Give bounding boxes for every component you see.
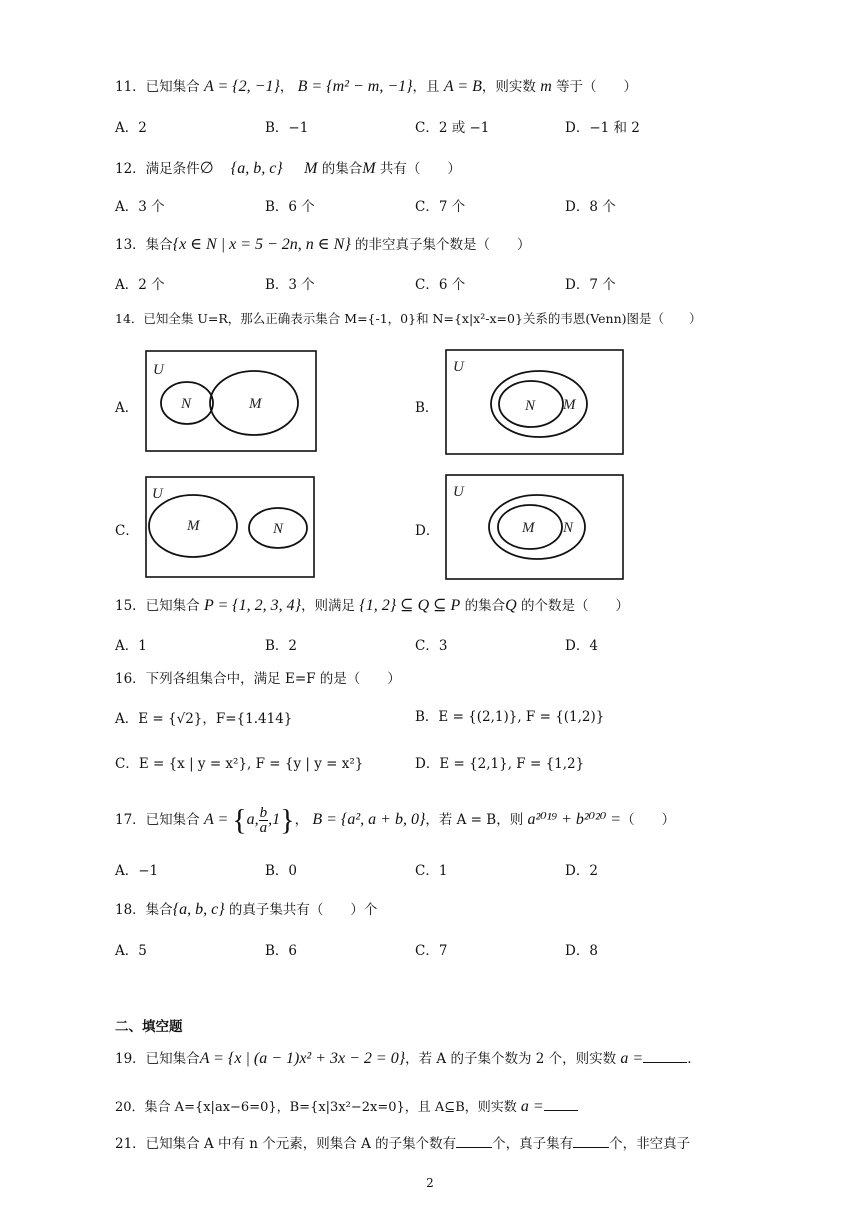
q11-option-a: A．2: [115, 120, 147, 136]
set-b-expr: B = {m² − m, −1}: [297, 78, 413, 95]
q17-option-d: D．2: [565, 863, 598, 879]
q14-option-d-label: D．: [415, 523, 440, 539]
venn-a-u-label: U: [153, 362, 164, 378]
q15-option-c: C．3: [415, 638, 448, 654]
q11-option-b: B．−1: [265, 120, 309, 136]
q15-option-a: A．1: [115, 638, 147, 654]
venn-diagram-b: [445, 349, 624, 455]
q17-option-c: C．1: [415, 863, 448, 879]
venn-b-u-label: U: [453, 359, 464, 375]
page-number: 2: [426, 1176, 434, 1190]
q12-option-a: A．3 个: [115, 199, 165, 215]
answer-blank[interactable]: [573, 1133, 609, 1148]
venn-c-n-label: N: [273, 521, 284, 537]
venn-d-n-label: N: [563, 520, 574, 536]
q18-option-d: D．8: [565, 943, 598, 959]
answer-blank[interactable]: [643, 1048, 687, 1063]
q16-option-d: D．E = {2,1}, F = {1,2}: [415, 756, 585, 772]
q14-option-b-label: B．: [415, 400, 439, 416]
q14-option-a-label: A．: [115, 400, 139, 416]
venn-b-m-label: M: [563, 397, 576, 413]
q12-option-d: D．8 个: [565, 199, 616, 215]
venn-d-u-label: U: [453, 484, 464, 500]
venn-diagram-c: [145, 476, 315, 578]
q11-option-d: D．−1 和 2: [565, 120, 640, 136]
venn-a-n-label: N: [181, 396, 192, 412]
venn-c-m-label: M: [187, 518, 200, 534]
venn-c-u-label: U: [152, 486, 163, 502]
question-16: 16．下列各组集合中，满足 E=F 的是（ ）: [115, 671, 401, 687]
q12-option-b: B．6 个: [265, 199, 315, 215]
question-21: 21．已知集合 A 中有 n 个元素，则集合 A 的子集个数有 个，真子集有 个，非空真子: [115, 1133, 690, 1153]
answer-blank[interactable]: [544, 1096, 578, 1111]
q18-option-c: C．7: [415, 943, 448, 959]
section-title: 二、填空题: [115, 1019, 183, 1035]
q13-option-c: C．6 个: [415, 277, 466, 293]
venn-d-m-label: M: [522, 520, 535, 536]
q18-option-a: A．5: [115, 943, 147, 959]
venn-a-m-label: M: [249, 396, 262, 412]
venn-b-n-label: N: [525, 398, 536, 414]
q11-option-c: C．2 或 −1: [415, 120, 490, 136]
q17-option-a: A．−1: [115, 863, 159, 879]
q18-option-b: B．6: [265, 943, 298, 959]
question-19: 19．已知集合A = {x | (a − 1)x² + 3x − 2 = 0}，若 A 的子集个数为 2 个，则实数 a = .: [115, 1050, 692, 1067]
q16-option-a: A．E = {√2}，F={1.414}: [115, 711, 293, 727]
set-a-expr: A = {2, −1}: [203, 78, 280, 95]
q17-option-b: B．0: [265, 863, 298, 879]
q16-option-b: B．E = {(2,1)}, F = {(1,2)}: [415, 709, 605, 725]
question-11: 11．已知集合 A = {2, −1}， B = {m² − m, −1}，且 A = B，则实数 m 等于（ ）: [115, 78, 638, 95]
fraction-b-over-a: $\frac{b}{a}$: [259, 805, 268, 836]
venn-diagram-d: [445, 474, 624, 580]
q16-option-c: C．E = {x | y = x²}, F = {y | y = x²}: [115, 756, 364, 772]
question-17: 17．已知集合 A = {a, $\frac{b}{a}$ ,1}， B = {a², a + b, 0}，若 A = B，则 a²⁰¹⁹ + b²⁰²⁰ =（ ）: [115, 803, 676, 837]
question-12: 12．满足条件∅ {a, b, c} M 的集合M 共有（ ）: [115, 160, 461, 177]
q14-option-c-label: C．: [115, 523, 139, 539]
q13-option-d: D．7 个: [565, 277, 616, 293]
q15-option-b: B．2: [265, 638, 298, 654]
question-14: 14．已知全集 U=R，那么正确表示集合 M={-1，0}和 N={x|x²-x=0}关系的韦恩(Venn)图是（ ）: [115, 311, 702, 326]
question-18: 18．集合{a, b, c} 的真子集共有（ ）个: [115, 901, 378, 918]
question-20: 20．集合 A={x|ax−6=0}，B={x|3x²−2x=0}，且 A⊆B，则实数 a =: [115, 1096, 578, 1117]
q13-option-b: B．3 个: [265, 277, 315, 293]
venn-diagram-a: [145, 350, 317, 452]
question-13: 13．集合{x ∈ N | x = 5 − 2n, n ∈ N} 的非空真子集个数是（ ）: [115, 236, 531, 253]
question-15: 15．已知集合 P = {1, 2, 3, 4}，则满足 {1, 2} ⊆ Q ⊆ P 的集合Q 的个数是（ ）: [115, 597, 629, 614]
q12-option-c: C．7 个: [415, 199, 466, 215]
q15-option-d: D．4: [565, 638, 598, 654]
answer-blank[interactable]: [456, 1133, 492, 1148]
q13-option-a: A．2 个: [115, 277, 165, 293]
